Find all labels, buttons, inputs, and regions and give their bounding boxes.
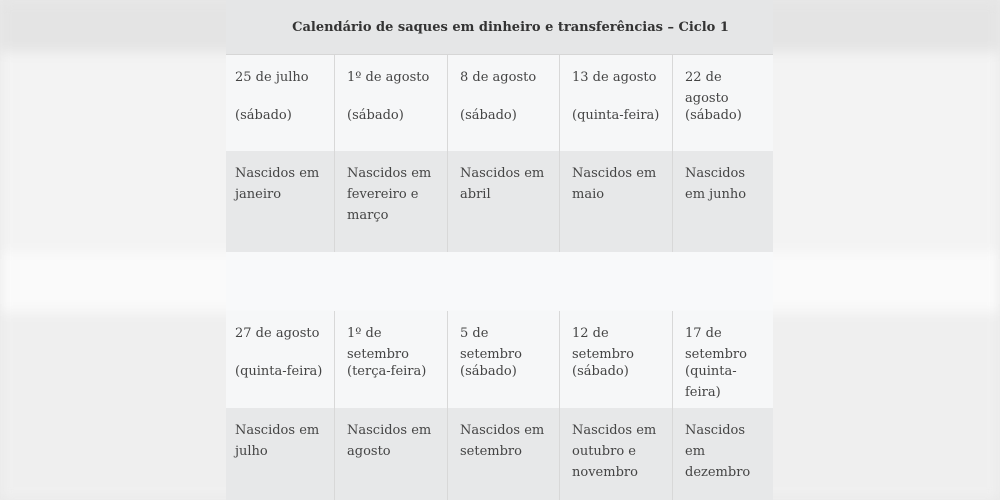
group-cell: Nascidos em julho [226, 408, 335, 500]
date-cell [335, 55, 448, 151]
group-cell: Nascidos em maio [560, 151, 673, 252]
date-cell [673, 55, 773, 151]
weekday-text: (sábado) [572, 364, 629, 379]
group-row-2 [226, 408, 773, 500]
weekday-text: (sábado) [235, 108, 292, 123]
date-cell [673, 311, 773, 408]
group-cell: Nascidos em fevereiro e março [335, 151, 448, 252]
group-row-1 [226, 151, 773, 252]
table-title: Calendário de saques em dinheiro e transferências – Ciclo 1 [292, 19, 729, 35]
date-cell [335, 311, 448, 408]
date-text: 12 de setembro [572, 326, 634, 362]
weekday-text: (quinta-feira) [572, 108, 660, 123]
date-row-2 [226, 311, 773, 408]
table-spacer [226, 252, 773, 310]
weekday-text: (sábado) [460, 364, 517, 379]
date-cell [560, 55, 673, 151]
weekday-text: (quinta-feira) [235, 364, 323, 379]
date-text: 27 de agosto [235, 326, 320, 341]
group-cell: Nascidos em outubro e novembro [560, 408, 673, 500]
date-row-1 [226, 55, 773, 151]
group-cell: Nascidos em junho [673, 151, 773, 252]
date-text: 17 de setembro [685, 326, 747, 362]
date-text: 8 de agosto [460, 70, 537, 85]
date-text: 1º de setembro [347, 326, 409, 362]
date-text: 1º de agosto [347, 70, 430, 85]
group-cell: Nascidos em dezembro [673, 408, 773, 500]
weekday-text: (sábado) [347, 108, 404, 123]
group-cell: Nascidos em setembro [448, 408, 560, 500]
date-text: 25 de julho [235, 70, 309, 85]
weekday-text: (terça-feira) [347, 364, 427, 379]
date-cell [448, 311, 560, 408]
table-header [226, 0, 773, 55]
date-text: 5 de setembro [460, 326, 522, 362]
calendar-table [226, 0, 773, 500]
weekday-text: (quinta-feira) [685, 364, 737, 400]
date-cell [226, 311, 335, 408]
date-cell [226, 55, 335, 151]
date-cell [448, 55, 560, 151]
date-cell [560, 311, 673, 408]
group-cell: Nascidos em abril [448, 151, 560, 252]
date-text: 22 de agosto [685, 70, 729, 106]
group-cell: Nascidos em janeiro [226, 151, 335, 252]
weekday-text: (sábado) [460, 108, 517, 123]
weekday-text: (sábado) [685, 108, 742, 123]
group-cell: Nascidos em agosto [335, 408, 448, 500]
date-text: 13 de agosto [572, 70, 657, 85]
